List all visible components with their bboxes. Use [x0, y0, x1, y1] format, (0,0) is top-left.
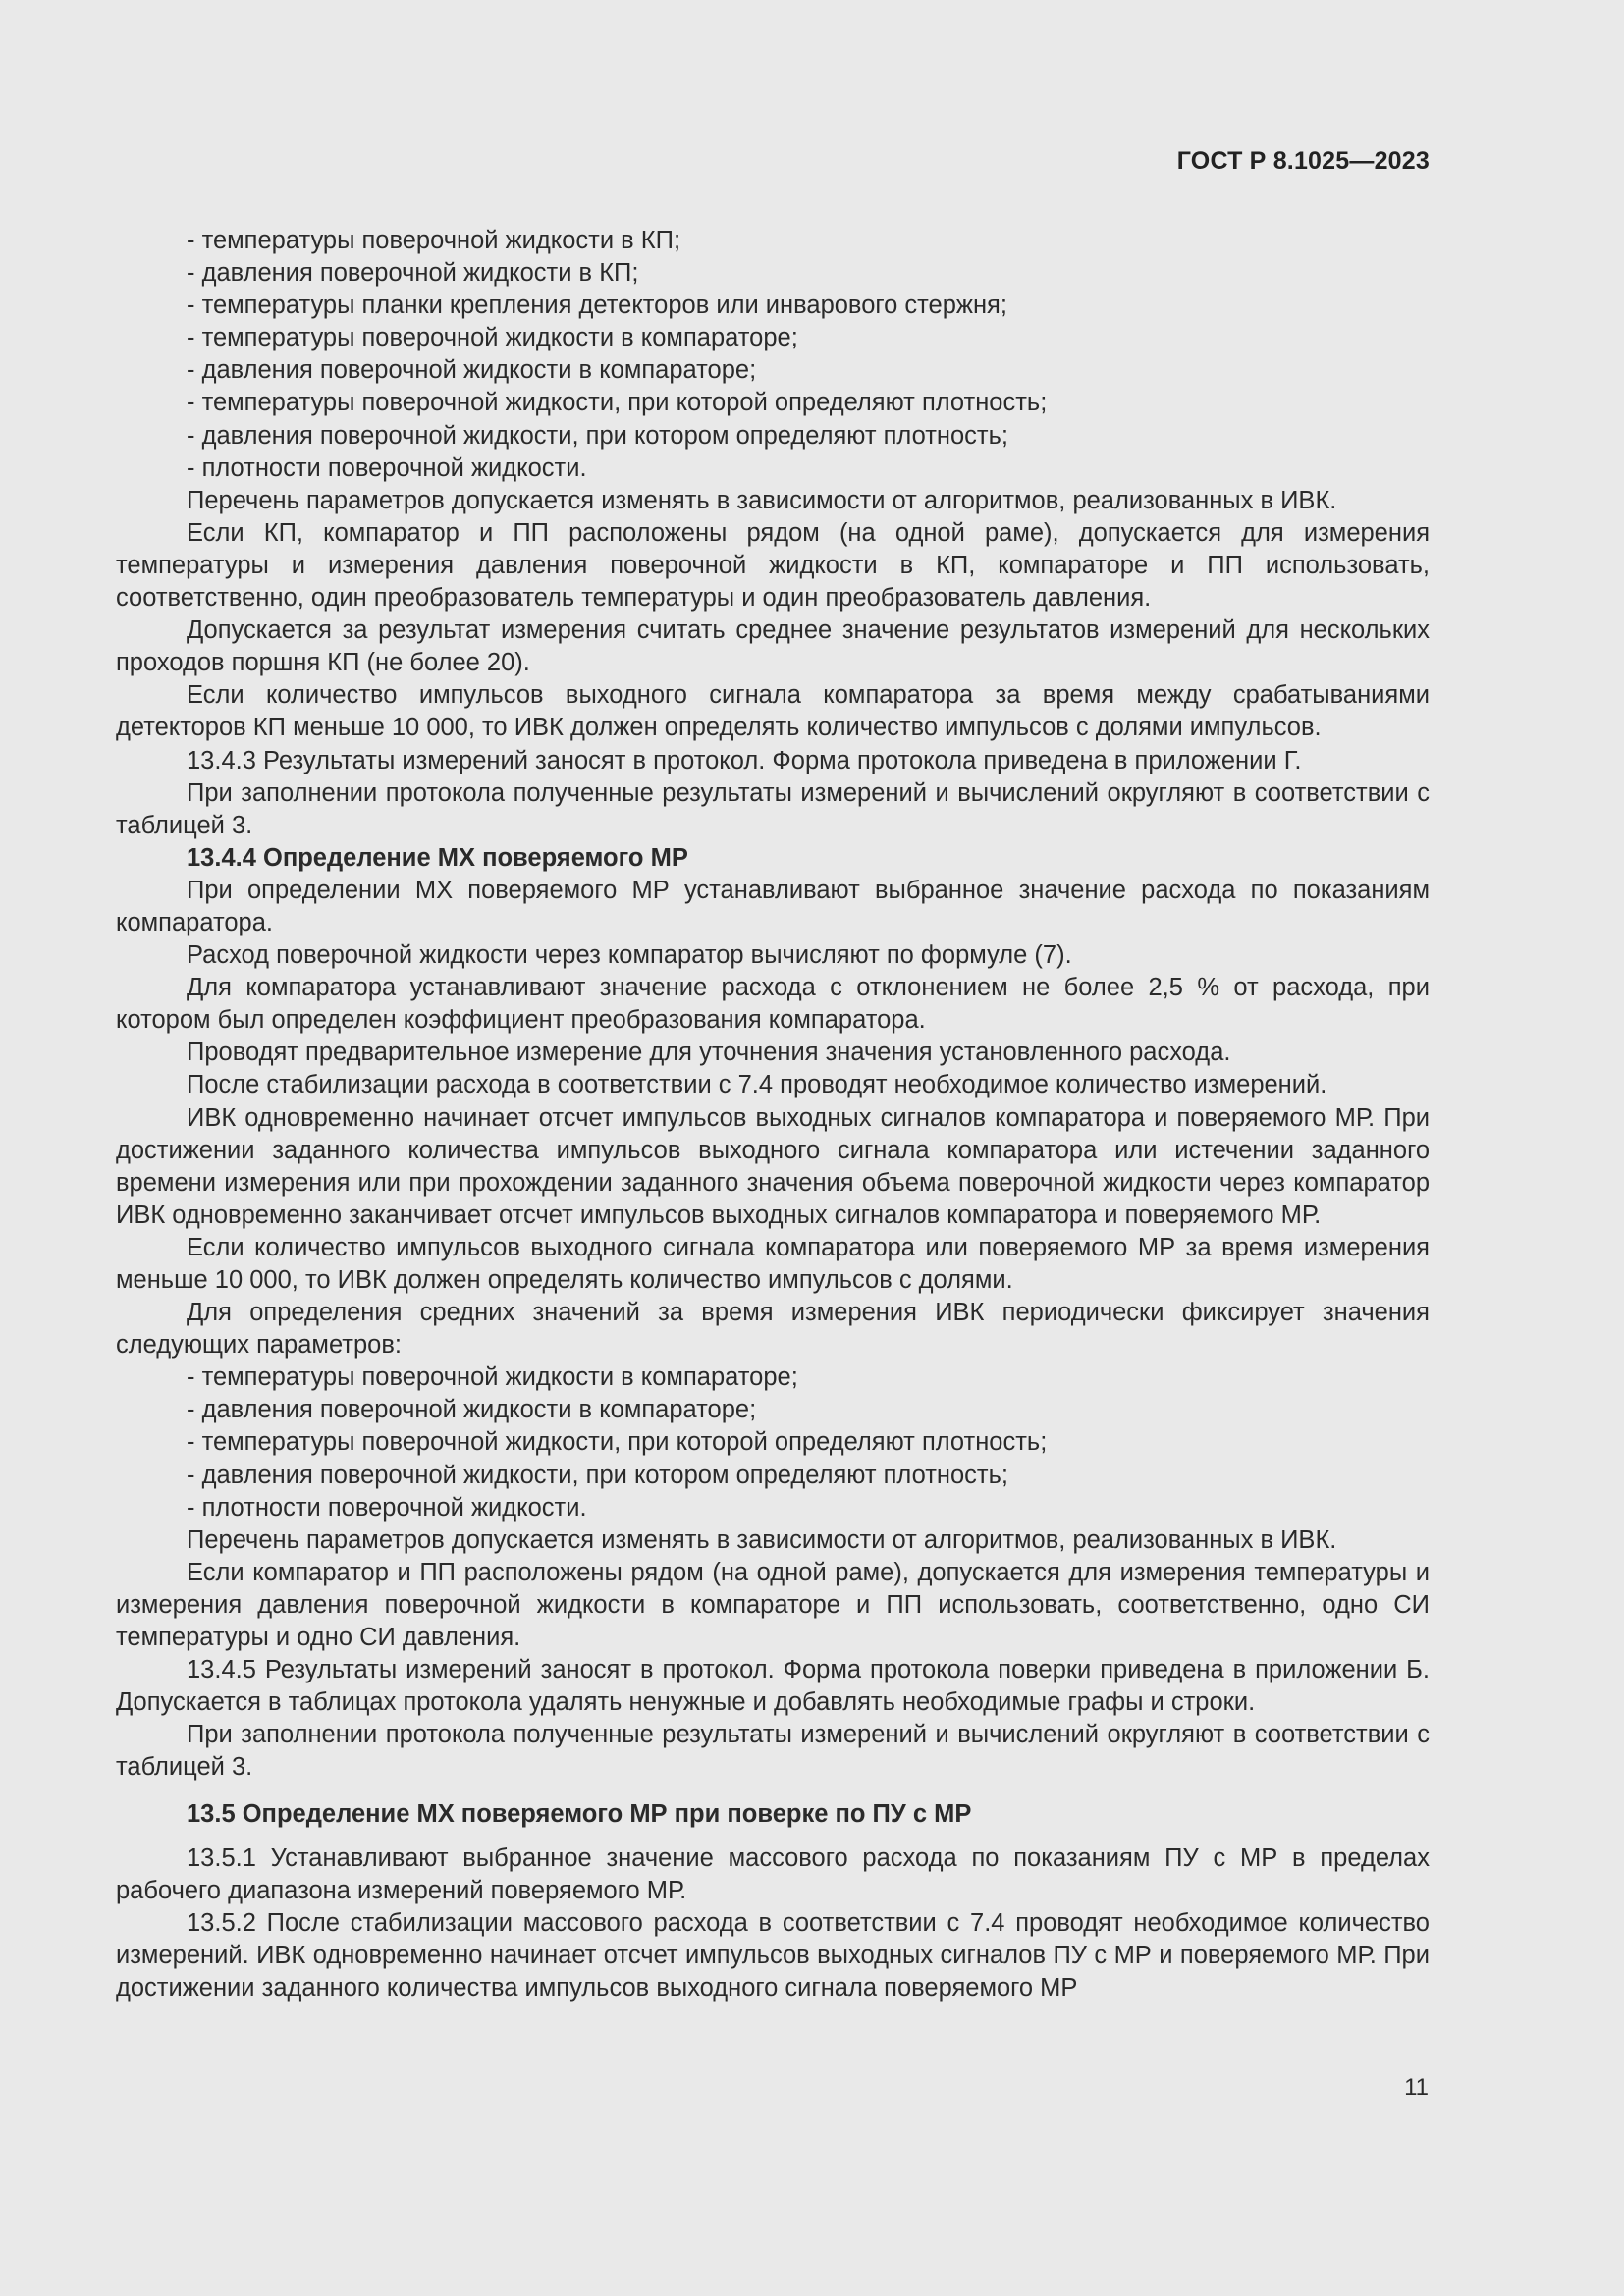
paragraph: Допускается за результат измерения считать среднее значение результатов измерений для нескольких проходов поршня КП (не более 20).: [116, 616, 1430, 677]
paragraph: Перечень параметров допускается изменять в зависимости от алгоритмов, реализованных в ИВК.: [187, 1525, 1337, 1554]
paragraph: При заполнении протокола полученные результаты измерений и вычислений округляют в соответствии с таблицей 3.: [116, 1721, 1430, 1782]
document-code-header: ГОСТ Р 8.1025—2023: [1176, 147, 1430, 175]
paragraph: ИВК одновременно начинает отсчет импульсов выходных сигналов компаратора и поверяемого МР. При достижении заданного количества импульсов выходного сигнала компаратора или истечении заданного времени измерения или при прохождении заданного значения объема поверочной жидкости через компаратор ИВК одновременно заканчивает отсчет импульсов выходных сигналов компаратора и поверяемого МР.: [116, 1103, 1430, 1229]
paragraph: Если количество импульсов выходного сигнала компаратора за время между срабатываниями детекторов КП меньше 10 000, то ИВК должен определять количество импульсов с долями импульсов.: [116, 681, 1430, 742]
section-heading-13-5: 13.5 Определение МХ поверяемого МР при поверке по ПУ с МР: [187, 1799, 972, 1828]
paragraph: Расход поверочной жидкости через компаратор вычисляют по формуле (7).: [187, 941, 1072, 970]
list-item: - плотности поверочной жидкости.: [187, 454, 587, 482]
body-text: [116, 225, 1430, 2004]
paragraph: 13.4.5 Результаты измерений заносят в протокол. Форма протокола поверки приведена в приложении Б. Допускается в таблицах протокола удалять ненужные и добавлять необходимые графы и строки.: [116, 1656, 1430, 1717]
list-item: - температуры поверочной жидкости, при которой определяют плотность;: [187, 389, 1048, 417]
paragraph: Перечень параметров допускается изменять в зависимости от алгоритмов, реализованных в ИВК.: [187, 486, 1337, 514]
paragraph: 13.5.2 После стабилизации массового расхода в соответствии с 7.4 проводят необходимое количество измерений. ИВК одновременно начинает отсчет импульсов выходных сигналов ПУ с МР и поверяемого МР. При достижении заданного количества импульсов выходного сигнала поверяемого МР: [116, 1908, 1430, 2002]
paragraph: 13.4.3 Результаты измерений заносят в протокол. Форма протокола приведена в приложении Г.: [187, 746, 1302, 774]
list-item: - давления поверочной жидкости в КП;: [187, 259, 639, 288]
paragraph: Для компаратора устанавливают значение расхода с отклонением не более 2,5 % от расхода, при котором был определен коэффициент преобразования компаратора.: [116, 974, 1430, 1035]
paragraph: Если количество импульсов выходного сигнала компаратора или поверяемого МР за время измерения меньше 10 000, то ИВК должен определять количество импульсов с долями.: [116, 1233, 1430, 1294]
list-item: - давления поверочной жидкости, при котором определяют плотность;: [187, 421, 1008, 450]
paragraph: Если КП, компаратор и ПП расположены рядом (на одной раме), допускается для измерения температуры и измерения давления поверочной жидкости в КП, компараторе и ПП использовать, соответственно, один преобразователь температуры и один преобразователь давления.: [116, 518, 1430, 613]
list-item: - температуры поверочной жидкости в КП;: [187, 227, 681, 254]
paragraph: Для определения средних значений за время измерения ИВК периодически фиксирует значения следующих параметров:: [116, 1299, 1430, 1360]
list-item: - температуры поверочной жидкости в компараторе;: [187, 324, 798, 352]
paragraph: 13.5.1 Устанавливают выбранное значение массового расхода по показаниям ПУ с МР в пределах рабочего диапазона измерений поверяемого МР.: [116, 1843, 1430, 1904]
list-item: - температуры планки крепления детекторов или инварового стержня;: [187, 292, 1007, 320]
paragraph: Проводят предварительное измерение для уточнения значения установленного расхода.: [187, 1039, 1231, 1067]
paragraph: При заполнении протокола полученные результаты измерений и вычислений округляют в соответствии с таблицей 3.: [116, 778, 1430, 839]
paragraph: Если компаратор и ПП расположены рядом (на одной раме), допускается для измерения температуры и измерения давления поверочной жидкости в компараторе и ПП использовать, соответственно, одно СИ температуры и одно СИ давления.: [116, 1558, 1430, 1652]
list-item: - плотности поверочной жидкости.: [187, 1493, 587, 1522]
paragraph: При определении МХ поверяемого МР устанавливают выбранное значение расхода по показаниям компаратора.: [116, 876, 1430, 936]
page-number: 11: [1404, 2074, 1429, 2101]
list-item: - давления поверочной жидкости, при котором определяют плотность;: [187, 1461, 1008, 1489]
list-item: - температуры поверочной жидкости, при которой определяют плотность;: [187, 1428, 1048, 1457]
list-item: - температуры поверочной жидкости в компараторе;: [187, 1363, 798, 1392]
list-item: - давления поверочной жидкости в компараторе;: [187, 1396, 757, 1424]
paragraph: После стабилизации расхода в соответствии с 7.4 проводят необходимое количество измерений.: [187, 1071, 1327, 1099]
list-item: - давления поверочной жидкости в компараторе;: [187, 356, 757, 385]
section-heading-13-4-4: 13.4.4 Определение МХ поверяемого МР: [187, 843, 688, 872]
